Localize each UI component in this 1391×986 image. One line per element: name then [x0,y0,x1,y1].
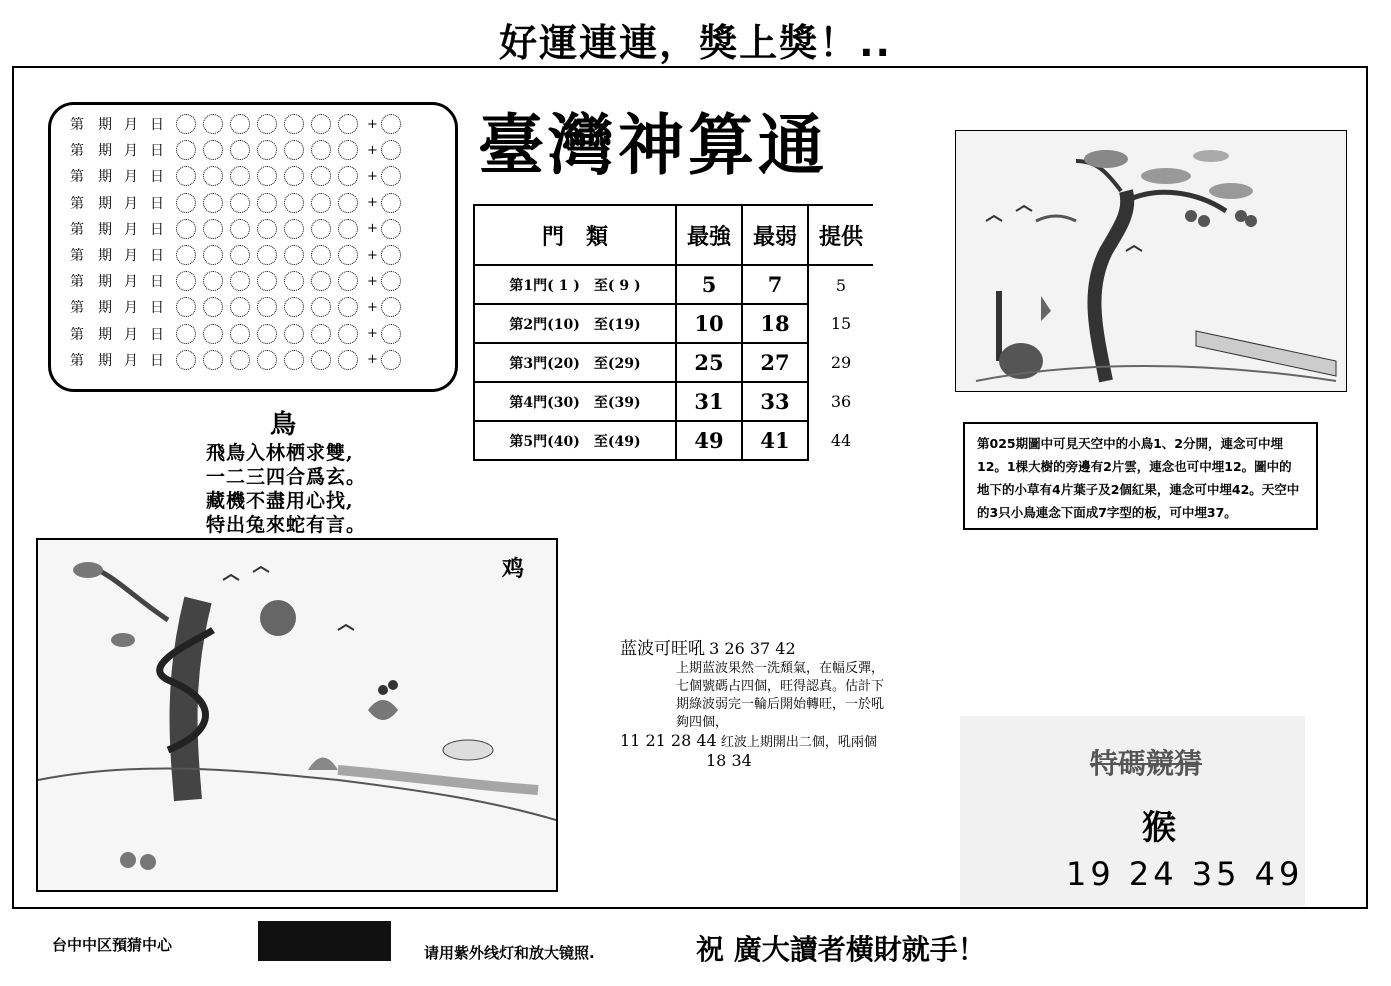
number-circle [284,271,304,291]
weak-cell: 41 [742,421,808,460]
header-weak: 最弱 [742,205,808,265]
month-label: 月 [124,300,138,317]
number-circle [230,219,250,239]
plus-sign: + [367,352,378,368]
red-text: 红波上期開出二個，吼兩個 [720,735,877,750]
plus-sign: + [367,273,378,289]
period-label: 第 [70,195,84,212]
number-circle [284,324,304,344]
provide-cell: 36 [808,382,873,421]
number-circle [257,193,277,213]
door-cell: 第3門(20) 至(29) [474,343,676,382]
number-circle [257,114,277,134]
table-row [474,304,873,343]
number-circle [257,140,277,160]
plus-sign: + [367,195,378,211]
month-label: 月 [124,326,138,343]
number-circle [311,324,331,344]
number-circle [176,350,196,370]
poem-title: 鳥 [270,410,297,440]
number-circle [176,193,196,213]
page-title: 臺灣神算通 [478,106,828,184]
special-number-circle [381,324,401,344]
day-label: 日 [150,195,164,212]
period-label: 第 [70,274,84,291]
special-number-circle [381,114,401,134]
period-label: 第 [70,143,84,160]
day-label: 日 [150,300,164,317]
record-row [70,112,408,136]
number-circle [230,297,250,317]
number-circle [176,140,196,160]
day-label: 日 [150,143,164,160]
footer-center-name: 台中中区預猜中心 [52,936,173,954]
weak-cell: 27 [742,343,808,382]
guess-zodiac: 猴 [1142,808,1176,848]
wave-analysis [620,640,900,770]
number-circle [176,271,196,291]
period-suffix: 期 [98,352,112,369]
plus-sign: + [367,221,378,237]
footer-wish: 祝 廣大讀者橫財就手！ [696,933,986,966]
number-circle [203,324,223,344]
number-circle [338,271,358,291]
period-label: 第 [70,248,84,264]
number-circle [338,245,358,265]
number-circle [284,245,304,265]
number-circle [338,324,358,344]
door-cell: 第5門(40) 至(49) [474,421,676,460]
period-label: 第 [70,169,84,186]
provide-cell: 44 [808,421,873,460]
record-row [70,243,408,267]
number-circle [176,324,196,344]
wave-heading-numbers: 3 26 37 42 [709,639,796,658]
number-circle [311,219,331,239]
record-row [70,322,408,346]
red-numbers: 11 21 28 44 [620,731,717,750]
number-circle [311,166,331,186]
table-header-row [474,205,873,265]
number-circle [203,297,223,317]
number-circle [311,271,331,291]
number-circle [203,219,223,239]
period-label: 第 [70,326,84,343]
number-circle [284,350,304,370]
month-label: 月 [124,169,138,186]
number-circle [311,297,331,317]
month-label: 月 [124,143,138,160]
provide-cell: 5 [808,265,873,304]
period-suffix: 期 [98,300,112,317]
door-cell: 第1門( 1 ) 至( 9 ) [474,265,676,304]
number-circle [203,245,223,265]
record-row [70,138,408,162]
month-label: 月 [124,195,138,212]
record-row [70,191,408,215]
redacted-block [258,921,391,961]
header-strong: 最強 [676,205,742,265]
number-circle [203,140,223,160]
number-circle [230,350,250,370]
period-suffix: 期 [98,326,112,343]
day-label: 日 [150,169,164,186]
weak-cell: 7 [742,265,808,304]
number-circle [203,114,223,134]
number-circle [176,166,196,186]
wave-heading: 蓝波可旺吼 [620,639,705,659]
special-number-circle [381,271,401,291]
number-circle [257,271,277,291]
special-number-circle [381,193,401,213]
top-slogan: 好運連連，獎上獎！.. [499,21,892,65]
period-suffix: 期 [98,117,112,133]
number-circle [257,324,277,344]
number-circle [203,350,223,370]
record-row [70,348,408,372]
plus-sign: + [367,247,378,263]
number-circle [230,193,250,213]
number-circle [311,350,331,370]
day-label: 日 [150,117,164,133]
number-circle [284,140,304,160]
number-circle [338,350,358,370]
month-label: 月 [124,248,138,264]
month-label: 月 [124,221,138,238]
special-number-circle [381,297,401,317]
special-number-circle [381,140,401,160]
poem-line: 一二三四合爲玄。 [206,466,367,488]
provide-cell: 29 [808,343,873,382]
period-suffix: 期 [98,195,112,212]
table-row [474,343,873,382]
record-row [70,295,408,319]
number-circle [311,245,331,265]
number-circle [338,297,358,317]
special-number-circle [381,166,401,186]
zodiac-label: 鸡 [502,557,525,582]
weak-cell: 33 [742,382,808,421]
table-row [474,382,873,421]
period-label: 第 [70,300,84,317]
poem-line: 飛鳥入林栖求雙, [206,442,354,464]
number-circle [284,219,304,239]
month-label: 月 [124,352,138,369]
number-circle [203,166,223,186]
strong-cell: 49 [676,421,742,460]
number-circle [176,219,196,239]
period-label: 第 [70,117,84,133]
plus-sign: + [367,168,378,184]
wave-body: 上期蓝波果然一洗頹氣，在幅反彈，七個號碼占四個，旺得認真。估計下期綠波弱完一輪后開始轉旺，一於吼夠四個， [676,661,885,730]
number-circle [176,114,196,134]
door-cell: 第2門(10) 至(19) [474,304,676,343]
day-label: 日 [150,274,164,291]
strong-cell: 31 [676,382,742,421]
month-label: 月 [124,117,138,133]
header-provide: 提供 [808,205,873,265]
number-circle [230,140,250,160]
plus-sign: + [367,116,378,132]
number-circle [230,324,250,344]
table-row [474,265,873,304]
special-number-circle [381,219,401,239]
number-circle [257,297,277,317]
explanation-box: 第025期圖中可見天空中的小鳥1、2分開，連念可中埋12。1棵大樹的旁邊有2片雲，連念也可中埋12。圖中的地下的小草有4片葉子及2個紅果，連念可中埋42。天空中的3只小鳥連念下面成7字型的板，可中埋37。 [963,422,1318,530]
tail-numbers: 18 34 [706,751,752,770]
table-row [474,421,873,460]
period-suffix: 期 [98,221,112,238]
period-label: 第 [70,352,84,369]
number-circle [230,114,250,134]
record-row [70,217,408,241]
strong-cell: 5 [676,265,742,304]
number-circle [230,271,250,291]
number-circle [338,193,358,213]
number-circle [284,166,304,186]
number-circle [311,114,331,134]
number-circle [176,297,196,317]
door-cell: 第4門(30) 至(39) [474,382,676,421]
plus-sign: + [367,326,378,342]
number-circle [338,114,358,134]
day-label: 日 [150,221,164,238]
record-row [70,164,408,188]
header-door: 門 類 [474,205,676,265]
number-circle [203,271,223,291]
period-suffix: 期 [98,248,112,264]
period-suffix: 期 [98,143,112,160]
footer-instruction: 请用紫外线灯和放大镜照. [424,944,595,962]
number-circle [311,193,331,213]
special-number-circle [381,350,401,370]
number-circle [338,219,358,239]
strong-cell: 25 [676,343,742,382]
plus-sign: + [367,142,378,158]
day-label: 日 [150,352,164,369]
day-label: 日 [150,248,164,264]
period-suffix: 期 [98,274,112,291]
special-number-circle [381,245,401,265]
number-circle [257,166,277,186]
weak-cell: 18 [742,304,808,343]
guess-title: 特碼競猜 [1090,747,1203,780]
number-circle [176,245,196,265]
number-circle [230,166,250,186]
number-circle [203,193,223,213]
guess-numbers: 19 24 35 49 [1066,855,1304,893]
period-suffix: 期 [98,169,112,186]
period-label: 第 [70,221,84,238]
number-circle [284,297,304,317]
tree-scene-image [955,130,1347,392]
door-table [473,204,873,461]
provide-cell: 15 [808,304,873,343]
poem-line: 藏機不盡用心找, [206,490,354,512]
number-circle [338,140,358,160]
plus-sign: + [367,299,378,315]
day-label: 日 [150,326,164,343]
snake-tree-image [36,538,558,892]
record-row [70,269,408,293]
number-circle [257,350,277,370]
number-circle [257,245,277,265]
number-circle [338,166,358,186]
poem-line: 特出兔來蛇有言。 [206,514,367,536]
month-label: 月 [124,274,138,291]
number-circle [284,114,304,134]
number-circle [284,193,304,213]
number-circle [230,245,250,265]
strong-cell: 10 [676,304,742,343]
number-circle [311,140,331,160]
number-circle [257,219,277,239]
